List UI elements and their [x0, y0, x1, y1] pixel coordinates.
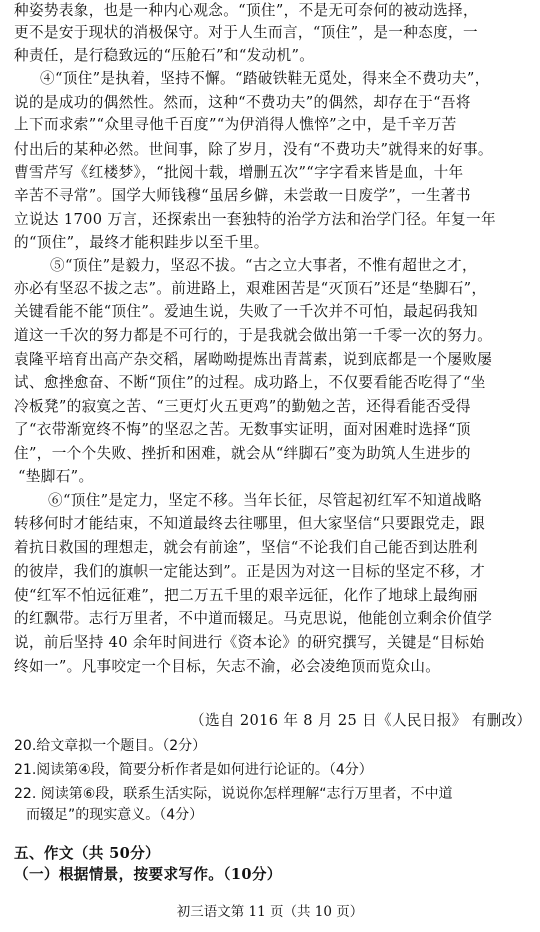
passage-line: 袁隆平培育出高产杂交稻，屠呦呦提炼出青蒿素，说到底都是一个屡败屡: [14, 351, 493, 368]
passage-line: 转移何时才能结束，不知道最终去往哪里，但大家坚信“只要跟党走，跟: [14, 515, 486, 532]
passage-line: 上下而求索”“众里寻他千百度”“为伊消得人憔悴”之中，是千辛万苦: [14, 116, 457, 133]
passage-line: 种姿势表象，也是一种内心观念。“顶住”，不是无可奈何的被动选择，: [14, 2, 478, 19]
passage-line: 的红飘带。志行万里者，不中道而辍足。马克思说，他能创立剩余价值学: [14, 610, 493, 627]
passage-line: “垫脚石”。: [18, 468, 94, 485]
passage-line: 付出后的某种必然。世间事，除了岁月，没有“不费功夫”就得来的好事。: [14, 141, 493, 158]
passage-line: 使“红军不怕远征难”，把二万五千里的艰辛远征，化作了地球上最绚丽: [14, 587, 478, 604]
passage-line: 种责任，是行稳致远的“压舱石”和“发动机”。: [14, 47, 315, 64]
passage-line: 试、愈挫愈奋、不断“顶住”的过程。成功路上，不仅要看能否吃得了“坐: [14, 374, 486, 391]
passage-line: 冷板凳”的寂寞之苦、“三更灯火五更鸡”的勤勉之苦，还得看能否受得: [14, 398, 471, 415]
passage-line: 着抗日救国的理想走，就会有前途”，坚信“不论我们自己能否到达胜利: [14, 539, 478, 556]
passage-line: 更不是安于现状的消极保守。对于人生而言，“顶住”，是一种态度，一: [14, 24, 478, 41]
passage-line: ④“顶住”是执着，坚持不懈。“踏破铁鞋无觅处，得来全不费功夫”，: [40, 70, 490, 87]
section-subheading: （一）根据情景，按要求写作。（10分）: [14, 866, 282, 883]
passage-line: 立说达 1700 万言，还探索出一套独特的治学方法和治学门径。年复一年: [14, 211, 496, 228]
passage-line: 了“衣带渐宽终不悔”的坚忍之苦。无数事实证明，面对困难时选择“顶: [14, 421, 471, 438]
passage-line: 的彼岸，我们的旗帜一定能达到”。正是因为对这一目标的坚定不移，才: [14, 563, 486, 580]
page-footer: 初三语文第 11 页（共 10 页）: [176, 904, 364, 920]
passage-line: 的“顶住”，最终才能积跬步以至千里。: [14, 234, 269, 251]
section-heading: 五、作文（共 50分）: [14, 845, 160, 862]
source-note: （选自 2016 年 8 月 25 日《人民日报》 有删改）: [190, 712, 532, 729]
passage-line: 住”，一个个失败、挫折和困难，就会从“绊脚石”变为助筑人生进步的: [14, 445, 471, 462]
passage-line: ⑤“顶住”是毅力，坚忍不拔。“古之立大事者，不惟有超世之才，: [50, 257, 477, 274]
passage-line: 关键看能不能“顶住”。爱迪生说，失败了一千次并不可怕，最起码我知: [14, 303, 478, 320]
question-22-line-1: 22. 阅读第⑥段，联系生活实际，说说你怎样理解“志行万里者，不中道: [14, 786, 453, 802]
passage-line: 道这一千次的努力都是不可行的，于是我就会做出第一千零一次的努力。: [14, 327, 493, 344]
question-22-line-2: 而辍足”的现实意义。（4分）: [26, 807, 204, 823]
passage-line: 说，前后坚持 40 余年时间进行《资本论》的研究撰写，关键是“目标始: [14, 634, 485, 651]
passage-line: 曹雪芹写《红楼梦》，“批阅十载，增删五次”“字字看来皆是血，十年: [14, 164, 464, 181]
passage-line: 亦必有坚忍不拔之志”。前进路上，艰难困苦是“灭顶石”还是“垫脚石”，: [14, 280, 487, 297]
question-20: 20.给文章拟一个题目。（2分）: [14, 738, 207, 754]
passage-line: 说的是成功的偶然性。然而，这种“不费功夫”的偶然，却存在于“吾将: [14, 94, 471, 111]
question-21: 21.阅读第④段，简要分析作者是如何进行论证的。（4分）: [14, 762, 373, 778]
passage-line: ⑥“顶住”是定力，坚定不移。当年长征，尽管起初红军不知道战略: [48, 492, 483, 509]
passage-line: 终如一”。凡事咬定一个目标，矢志不渝，必会凌绝顶而览众山。: [14, 658, 441, 675]
passage-line: 辛苦不寻常”。国学大师钱穆“虽居乡僻，未尝敢一日废学”，一生著书: [14, 187, 471, 204]
